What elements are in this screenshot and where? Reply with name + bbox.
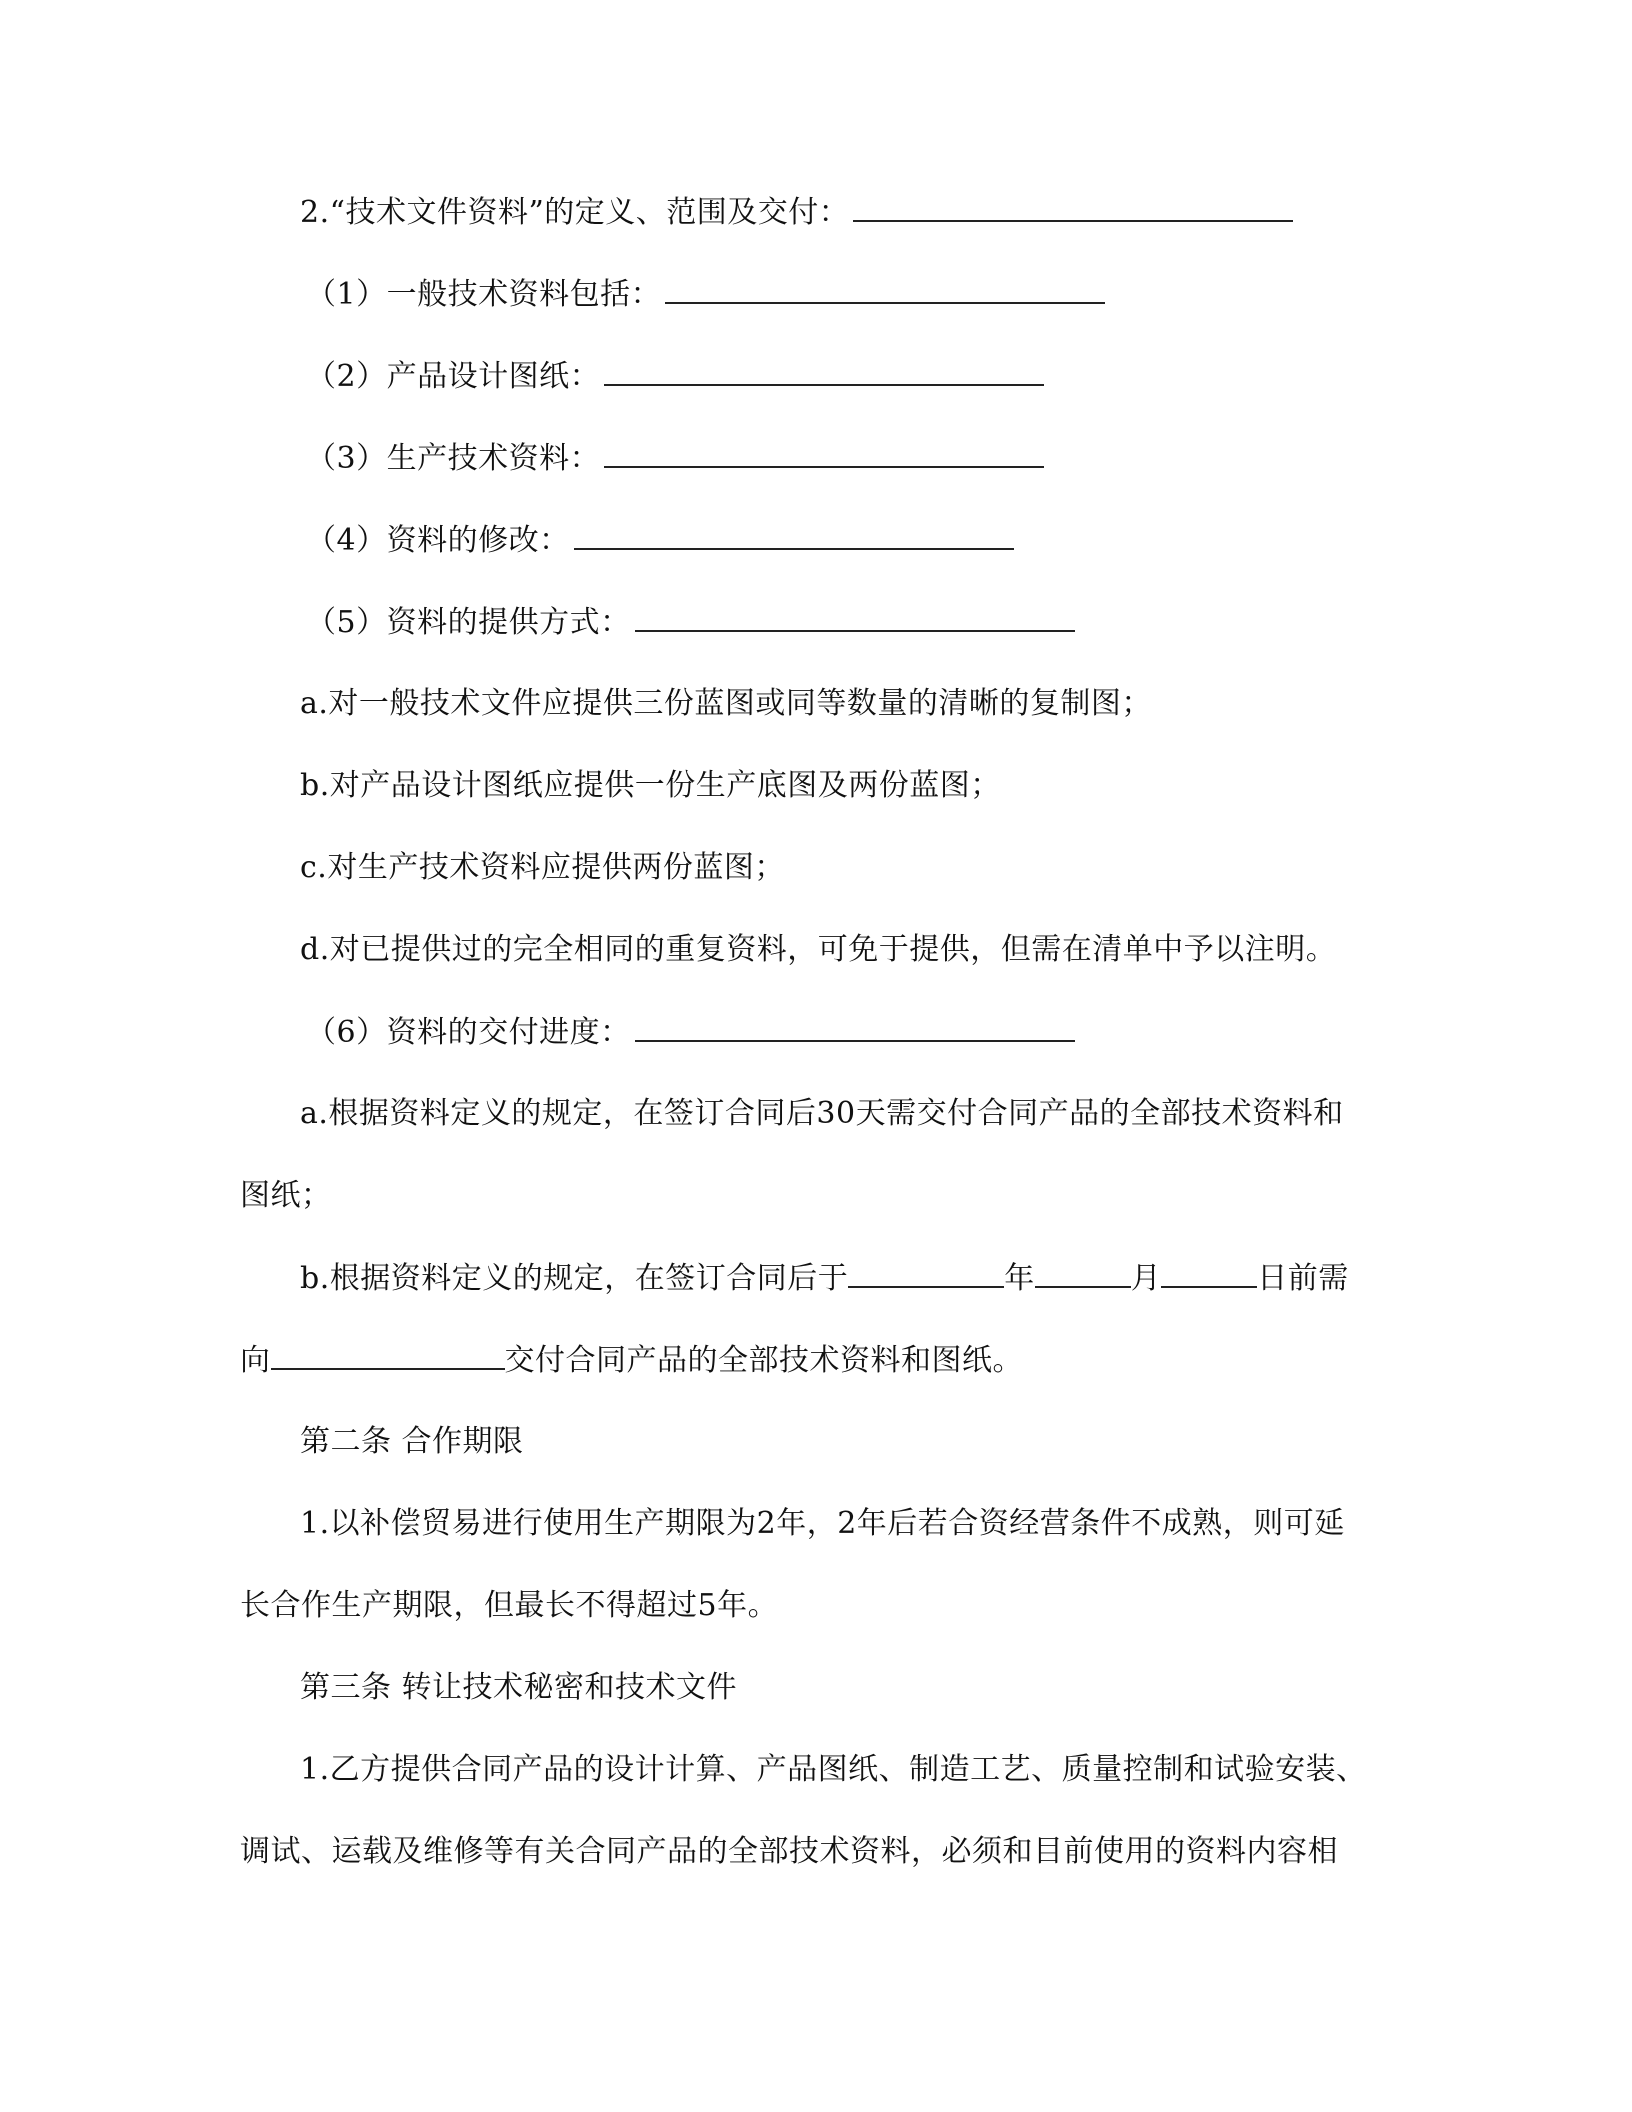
item-5-text: （5）资料的提供方式： xyxy=(306,605,631,640)
article-3-text-2: 调试、运载及维修等有关合同产品的全部技术资料，必须和目前使用的资料内容相 xyxy=(240,1834,1338,1869)
item-3-production-docs xyxy=(306,436,1044,480)
article-2-para-1-line-2 xyxy=(240,1584,778,1628)
schedule-b-line-1 xyxy=(300,1256,1349,1300)
schedule-b-text-2: 交付合同产品的全部技术资料和图纸。 xyxy=(504,1343,1023,1378)
subitem-a-text: a.对一般技术文件应提供三份蓝图或同等数量的清晰的复制图； xyxy=(300,686,1152,721)
clause-2-heading-text: 2.“技术文件资料”的定义、范围及交付： xyxy=(300,195,850,230)
article-2-text-1: 1.以补偿贸易进行使用生产期限为2年，2年后若合资经营条件不成熟，则可延 xyxy=(300,1506,1345,1541)
item-5-delivery-method xyxy=(306,600,1075,644)
fill-blank[interactable] xyxy=(604,436,1044,468)
fill-blank[interactable] xyxy=(665,272,1105,304)
subitem-c-text: c.对生产技术资料应提供两份蓝图； xyxy=(300,850,785,885)
subitem-a-general xyxy=(300,682,1152,726)
schedule-a-text-2: 图纸； xyxy=(240,1178,332,1213)
article-3-para-1-line-1 xyxy=(300,1748,1367,1792)
article-2-text-2: 长合作生产期限，但最长不得超过5年。 xyxy=(240,1588,779,1623)
fill-blank[interactable] xyxy=(853,190,1293,222)
article-3-text-1: 1.乙方提供合同产品的设计计算、产品图纸、制造工艺、质量控制和试验安装、 xyxy=(300,1752,1367,1787)
schedule-b-text-1: b.根据资料定义的规定，在签订合同后于 xyxy=(300,1261,849,1296)
fill-blank[interactable] xyxy=(574,518,1014,550)
schedule-a-text-1: a.根据资料定义的规定，在签订合同后30天需交付合同产品的全部技术资料和 xyxy=(300,1096,1344,1131)
year-blank[interactable] xyxy=(848,1256,1004,1288)
item-1-general-docs xyxy=(306,272,1105,316)
article-3-para-1-line-2 xyxy=(240,1830,1338,1874)
item-2-text: （2）产品设计图纸： xyxy=(306,359,601,394)
schedule-a-line-1 xyxy=(300,1092,1344,1136)
item-1-text: （1）一般技术资料包括： xyxy=(306,277,662,312)
article-2-heading xyxy=(300,1420,524,1464)
day-label: 日前需 xyxy=(1257,1261,1349,1296)
item-2-design-drawings xyxy=(306,354,1044,398)
subitem-b-text: b.对产品设计图纸应提供一份生产底图及两份蓝图； xyxy=(300,768,1001,803)
subitem-d-text: d.对已提供过的完全相同的重复资料，可免于提供，但需在清单中予以注明。 xyxy=(300,932,1337,967)
article-2-title: 第二条 合作期限 xyxy=(300,1424,524,1459)
item-6-delivery-schedule xyxy=(306,1010,1075,1054)
month-blank[interactable] xyxy=(1035,1256,1131,1288)
subitem-c-production xyxy=(300,846,785,890)
year-label: 年 xyxy=(1004,1261,1035,1296)
fill-blank[interactable] xyxy=(604,354,1044,386)
item-4-text: （4）资料的修改： xyxy=(306,523,570,558)
article-2-para-1-line-1 xyxy=(300,1502,1345,1546)
month-label: 月 xyxy=(1130,1261,1162,1296)
item-6-text: （6）资料的交付进度： xyxy=(306,1015,631,1050)
schedule-a-line-2 xyxy=(240,1174,332,1218)
item-4-modification xyxy=(306,518,1014,562)
clause-2-heading xyxy=(300,190,1293,234)
day-blank[interactable] xyxy=(1161,1256,1257,1288)
recipient-blank[interactable] xyxy=(271,1338,505,1370)
item-3-text: （3）生产技术资料： xyxy=(306,441,601,476)
recipient-prefix: 向 xyxy=(240,1343,271,1378)
fill-blank[interactable] xyxy=(635,600,1075,632)
article-3-title: 第三条 转让技术秘密和技术文件 xyxy=(300,1670,738,1705)
fill-blank[interactable] xyxy=(635,1010,1075,1042)
article-3-heading xyxy=(300,1666,737,1710)
schedule-b-line-2 xyxy=(240,1338,1023,1382)
subitem-d-duplicate xyxy=(300,928,1336,972)
subitem-b-design xyxy=(300,764,1001,808)
